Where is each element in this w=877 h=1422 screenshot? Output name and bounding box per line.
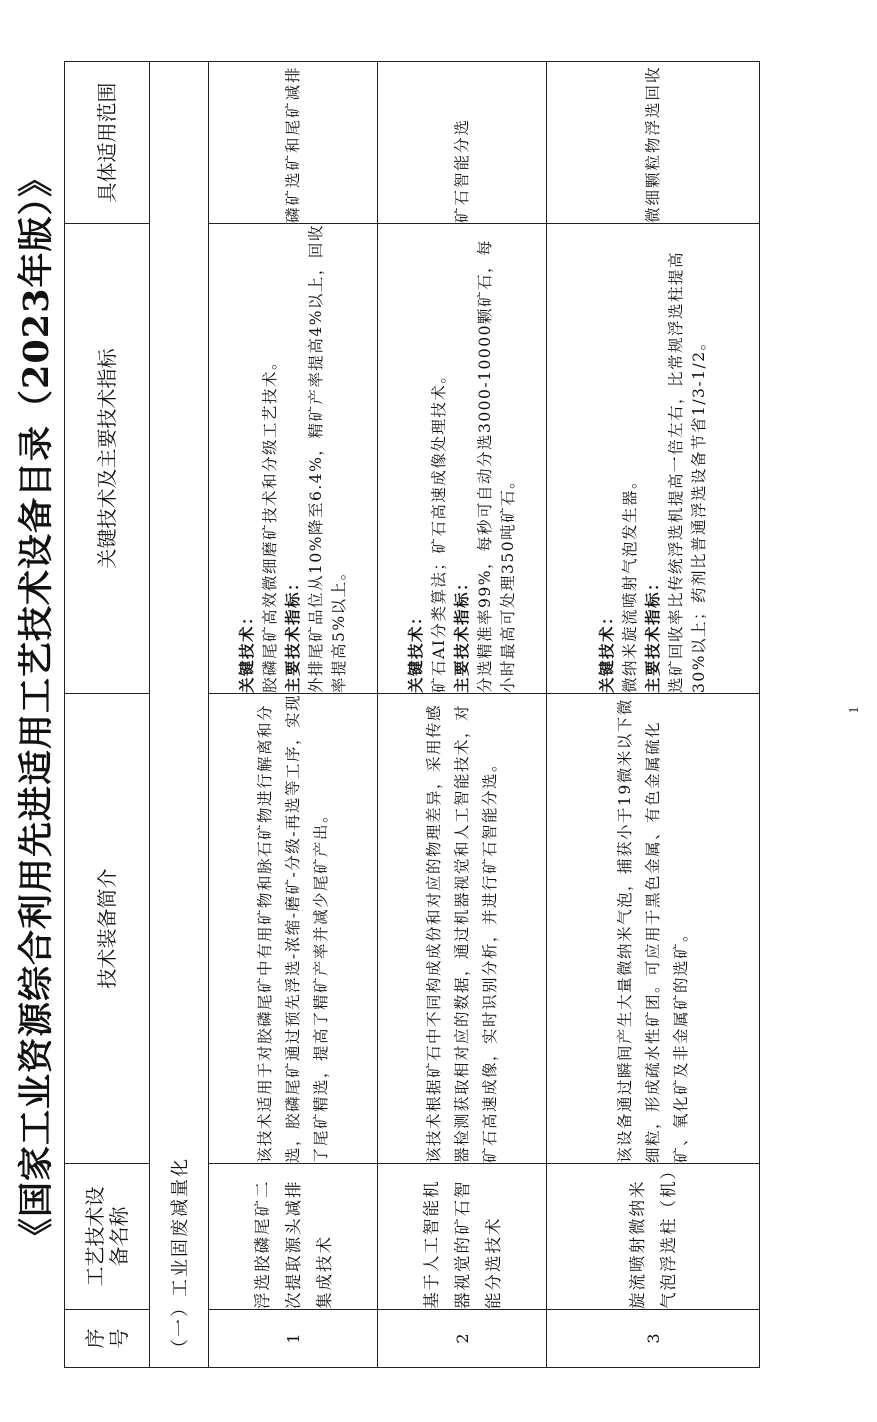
key-text: 微纳米旋流喷射气泡发生器。 xyxy=(620,471,639,693)
row-intro: 该技术根据矿石中不同构成成份和对应的物理差异，采用传感器检测获取相对应的数据，通过机器视觉和人工智能技术，对矿石高速成像，实时识别分析，并进行矿石智能分选。 xyxy=(378,694,547,1164)
catalog-table xyxy=(64,61,760,1368)
key-label: 关键技术： xyxy=(597,607,616,693)
header-seq: 序号 xyxy=(65,1310,150,1368)
row-name: 旋流喷射微纳米气泡浮选柱（机） xyxy=(547,1164,760,1310)
key-text: 矿石AI分类算法；矿石高速成像处理技术。 xyxy=(429,366,448,693)
header-row xyxy=(65,62,150,1368)
header-key: 关键技术及主要技术指标 xyxy=(65,224,150,694)
row-seq: 3 xyxy=(547,1310,760,1368)
table-row xyxy=(547,62,760,1368)
index-text: 分选精准率99%，每秒可自动分选3000-10000颗矿石，每小时最高可处理350吨矿石。 xyxy=(475,239,517,693)
document-title: 《国家工业资源综合利用先进适用工艺技术设备目录（2023年版）》 xyxy=(16,161,57,1253)
section-row xyxy=(150,62,209,1368)
row-key xyxy=(209,224,378,694)
row-key xyxy=(547,224,760,694)
row-intro: 该技术适用于对胶磷尾矿中有用矿物和脉石矿物进行解离和分选，胶磷尾矿通过预先浮选-浓缩-磨矿-分级-再选等工序，实现了尾矿精选，提高了精矿产率并减少尾矿产出。 xyxy=(209,694,378,1164)
row-name: 浮选胶磷尾矿二次提取源头减排集成技术 xyxy=(209,1164,378,1310)
key-text: 胶磷尾矿高效微细磨矿技术和分级工艺技术。 xyxy=(260,352,279,693)
row-seq: 2 xyxy=(378,1310,547,1368)
row-scope: 矿石智能分选 xyxy=(378,62,547,224)
row-scope: 磷矿选矿和尾矿减排 xyxy=(209,62,378,224)
section-title: （一）工业固废减量化 xyxy=(150,62,209,1368)
row-intro: 该设备通过瞬间产生大量微纳米气泡，捕获小于19微米以下微细粒，形成疏水性矿团。可应用于黑色金属、有色金属硫化矿、氧化矿及非金属矿的选矿。 xyxy=(547,694,760,1164)
index-text: 外排尾矿品位从10%降至6.4%，精矿产率提高4%以上，回收率提高5%以上。 xyxy=(306,224,348,693)
table-row xyxy=(209,62,378,1368)
page-number: 1 xyxy=(847,706,862,714)
key-label: 关键技术： xyxy=(406,607,425,693)
table-row xyxy=(378,62,547,1368)
index-label: 主要技术指标： xyxy=(643,573,662,693)
row-scope: 微细颗粒物浮选回收 xyxy=(547,62,760,224)
index-text: 选矿回收率比传统浮选机提高一倍左右，比常规浮选柱提高30%以上；药剂比普通浮选设备节省1/3-1/2。 xyxy=(666,250,708,693)
row-key xyxy=(378,224,547,694)
row-name: 基于人工智能机器视觉的矿石智能分选技术 xyxy=(378,1164,547,1310)
row-seq: 1 xyxy=(209,1310,378,1368)
index-label: 主要技术指标： xyxy=(283,573,302,693)
key-label: 关键技术： xyxy=(237,607,256,693)
header-name: 工艺技术设备名称 xyxy=(65,1164,150,1310)
index-label: 主要技术指标： xyxy=(452,573,471,693)
header-scope: 具体适用范围 xyxy=(65,62,150,224)
header-intro: 技术装备简介 xyxy=(65,694,150,1164)
